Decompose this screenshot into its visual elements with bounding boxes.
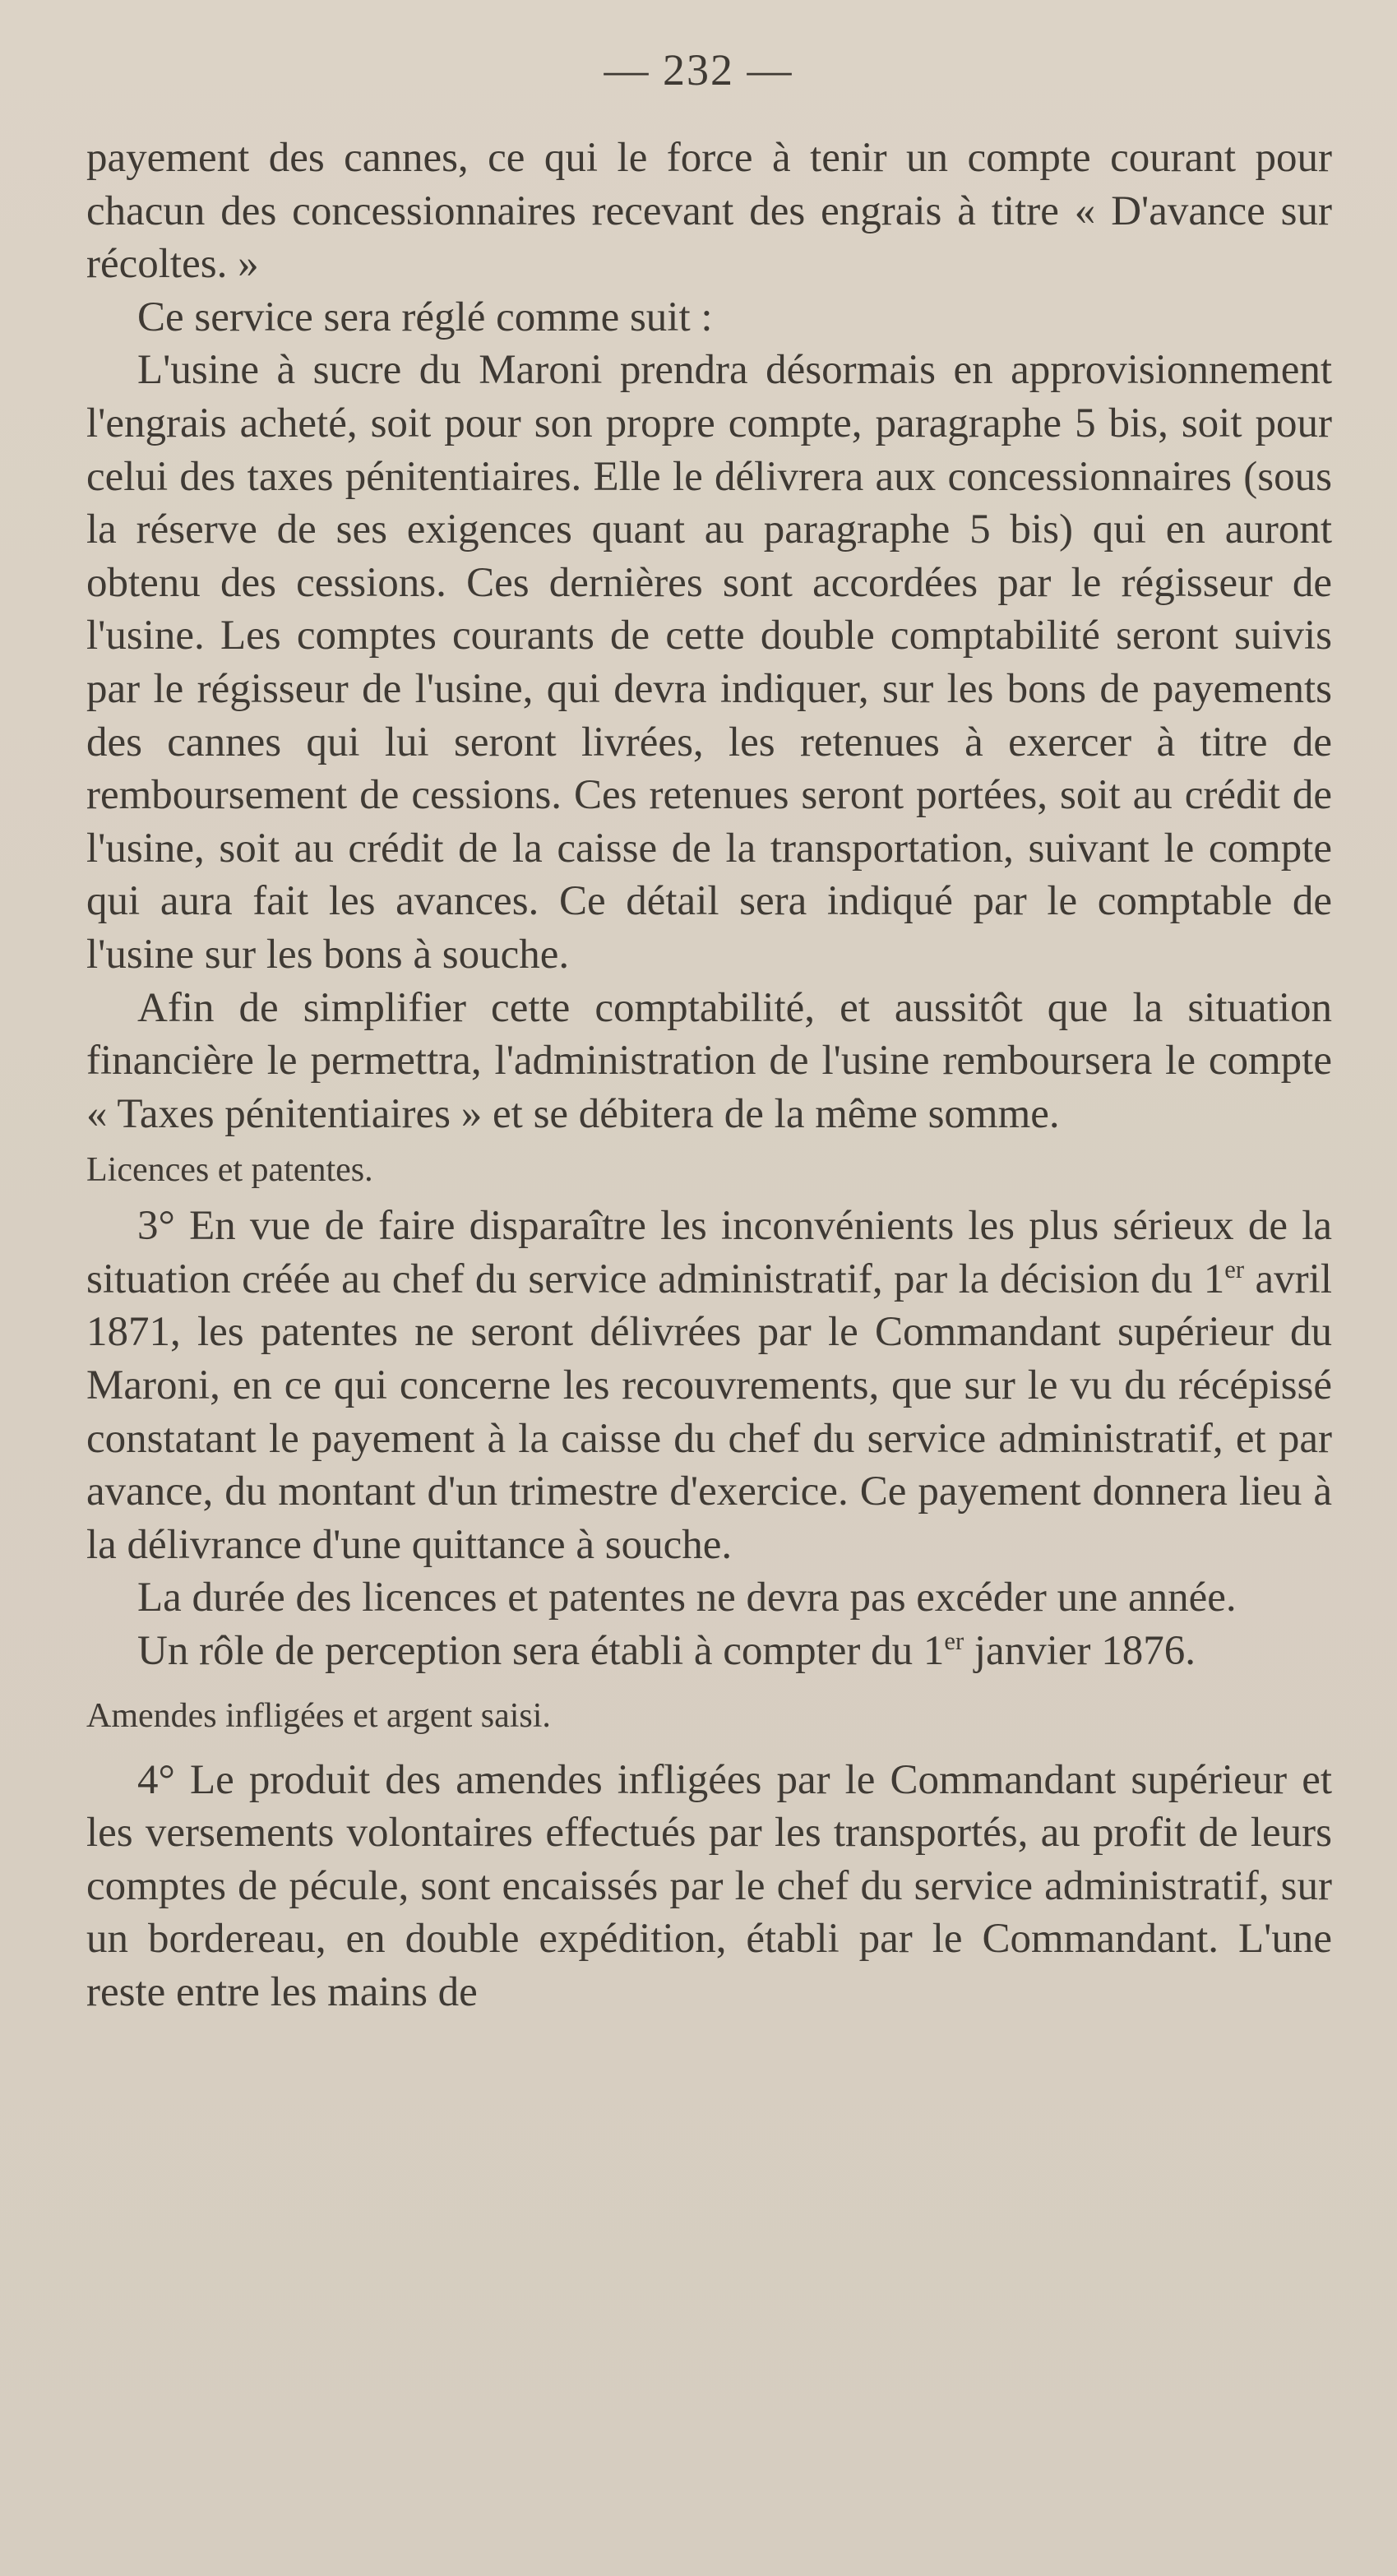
role-text-end: janvier 1876. <box>964 1628 1196 1675</box>
paragraph-usine: L'usine à sucre du Maroni prendra désormais en approvisionnement l'engrais acheté, soit pour son propre compte, paragraphe 5 bis, soit pour celui des taxes pénitentiaires. Elle le délivrera aux concessionnaires (sous la réserve de ses exigences quant au paragraphe 5 bis) qui en auront obtenu des cessions. Ces dernières sont accordées par le régisseur de l'usine. Les comptes courants de cette double comptabilité seront suivis par le régisseur de l'usine, qui devra indiquer, sur les bons de payements des cannes qui lui seront livrées, les retenues à exercer à titre de remboursement de cessions. Ces retenues seront portées, soit au crédit de l'usine, soit au crédit de la caisse de la transportation, suivant le compte qui aura fait les avances. Ce détail sera indiqué par le comptable de l'usine sur les bons à souche. <box>86 347 1332 978</box>
paragraph-patentes <box>86 1200 1332 1571</box>
paragraph-role-perception <box>86 1625 1332 1678</box>
page-number: — 232 — <box>604 45 793 95</box>
paragraph-service-intro: Ce service sera réglé comme suit : <box>137 294 713 340</box>
paragraph-simplification: Afin de simplifier cette comptabilité, et aussitôt que la situation financière le permettra, l'administration de l'usine remboursera le compte « Taxes pénitentiaires » et se débitera de la même somme. <box>86 984 1332 1137</box>
role-ordinal: er <box>944 1627 964 1656</box>
role-text-start: Un rôle de perception sera établi à compter du 1 <box>137 1628 945 1675</box>
paragraph-amendes: 4° Le produit des amendes infligées par le Commandant supérieur et les versements volontaires effectués par les transportés, au profit de leurs comptes de pécule, sont encaissés par le chef du service administratif, sur un bordereau, en double expédition, établi par le Commandant. L'une reste entre les mains de <box>86 1756 1332 2015</box>
paragraph-duree: La durée des licences et patentes ne devra pas excéder une année. <box>137 1575 1237 1621</box>
patentes-text-start: 3° En vue de faire disparaître les inconvénients les plus sérieux de la situation créée au chef du service administratif, par la décision du 1 <box>86 1203 1332 1302</box>
paragraph-continued: payement des cannes, ce qui le force à tenir un compte courant pour chacun des concessionnaires recevant des engrais à titre « D'avance sur récoltes. » <box>86 135 1332 288</box>
patentes-text-end: avril 1871, les patentes ne seront délivrées par le Commandant supérieur du Maroni, en ce qui concerne les recouvrements, que sur le vu du récépissé constatant le payement à la caisse du chef du service administratif, et par avance, du montant d'un trimestre d'exercice. Ce payement donnera lieu à la délivrance d'une quittance à souche. <box>86 1256 1332 1568</box>
body-text <box>86 132 1332 2019</box>
section-heading-amendes: Amendes infligées et argent saisi. <box>86 1696 551 1735</box>
patentes-ordinal: er <box>1224 1255 1245 1283</box>
section-heading-licences: Licences et patentes. <box>86 1151 373 1190</box>
